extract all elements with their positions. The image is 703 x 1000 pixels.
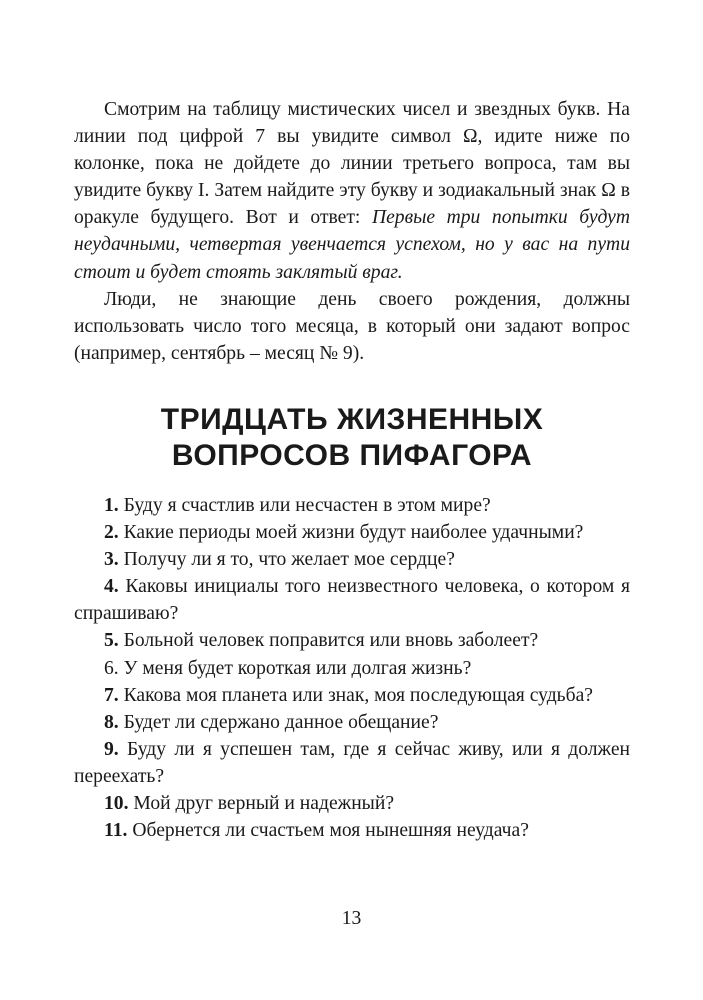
question-text: Обернется ли счастьем моя нынешняя неудача? (132, 820, 529, 842)
list-item (74, 546, 630, 573)
list-item (74, 519, 630, 546)
question-number: 6. (104, 657, 119, 679)
paragraph-birthday-note: Люди, не знающие день своего рождения, должны использовать число того месяца, в который они задают вопрос (например, сентябрь – месяц № 9). (74, 288, 630, 364)
question-text: Какие периоды моей жизни будут наиболее удачными? (123, 522, 584, 544)
paragraph-oracle-instructions (74, 96, 630, 286)
question-number: 9. (104, 738, 119, 760)
question-text: Буду я счастлив или несчастен в этом мире? (123, 495, 491, 516)
list-item (74, 573, 630, 627)
list-item (74, 492, 630, 519)
intro-text (74, 96, 630, 367)
question-text: Получу ли я то, что желает мое сердце? (123, 549, 455, 571)
question-number: 11. (104, 820, 128, 842)
heading-line-1: ТРИДЦАТЬ ЖИЗНЕННЫХ (160, 403, 544, 436)
list-item (74, 655, 630, 682)
question-number: 7. (104, 684, 119, 706)
list-item (74, 817, 630, 844)
question-text: Мой друг верный и надежный? (133, 793, 395, 815)
section-heading (74, 402, 630, 474)
list-item (74, 790, 630, 817)
page-number: 13 (341, 908, 362, 929)
question-number: 8. (104, 711, 119, 733)
list-item (74, 736, 630, 790)
question-text: Буду ли я успешен там, где я сейчас живу, или я должен переехать? (74, 738, 630, 787)
list-item (74, 627, 630, 654)
question-text: Какова моя планета или знак, моя последующая судьба? (123, 684, 593, 706)
question-text: Больной человек поправится или вновь заболеет? (123, 630, 539, 652)
list-item (74, 682, 630, 709)
question-text: У меня будет короткая или долгая жизнь? (123, 657, 472, 679)
paragraph-oracle-answer: Первые три попытки будут неудачными, четвертая увенчается успехом, но у вас на пути стоит и будет стоять заклятый враг. (74, 207, 630, 283)
question-number: 5. (104, 630, 119, 652)
paragraph-oracle-text: Смотрим на таблицу мистических чисел и звездных букв. На линии под цифрой 7 вы увидите символ Ω, идите ниже по колонке, пока не дойдете до линии третьего вопроса, там вы увидите букву I. Затем найдите эту букву и зодиакальный знак Ω в оракуле будущего. Вот и ответ: (74, 99, 630, 229)
question-number: 4. (104, 576, 119, 598)
question-number: 3. (104, 549, 119, 571)
question-number: 1. (104, 495, 119, 516)
list-item (74, 709, 630, 736)
question-text: Будет ли сдержано данное обещание? (123, 711, 439, 733)
heading-line-2: ВОПРОСОВ ПИФАГОРА (171, 439, 533, 472)
question-number: 2. (104, 522, 119, 544)
question-number: 10. (104, 793, 129, 815)
questions-list (74, 492, 630, 844)
question-text: Каковы инициалы того неизвестного человека, о котором я спрашиваю? (74, 576, 630, 625)
